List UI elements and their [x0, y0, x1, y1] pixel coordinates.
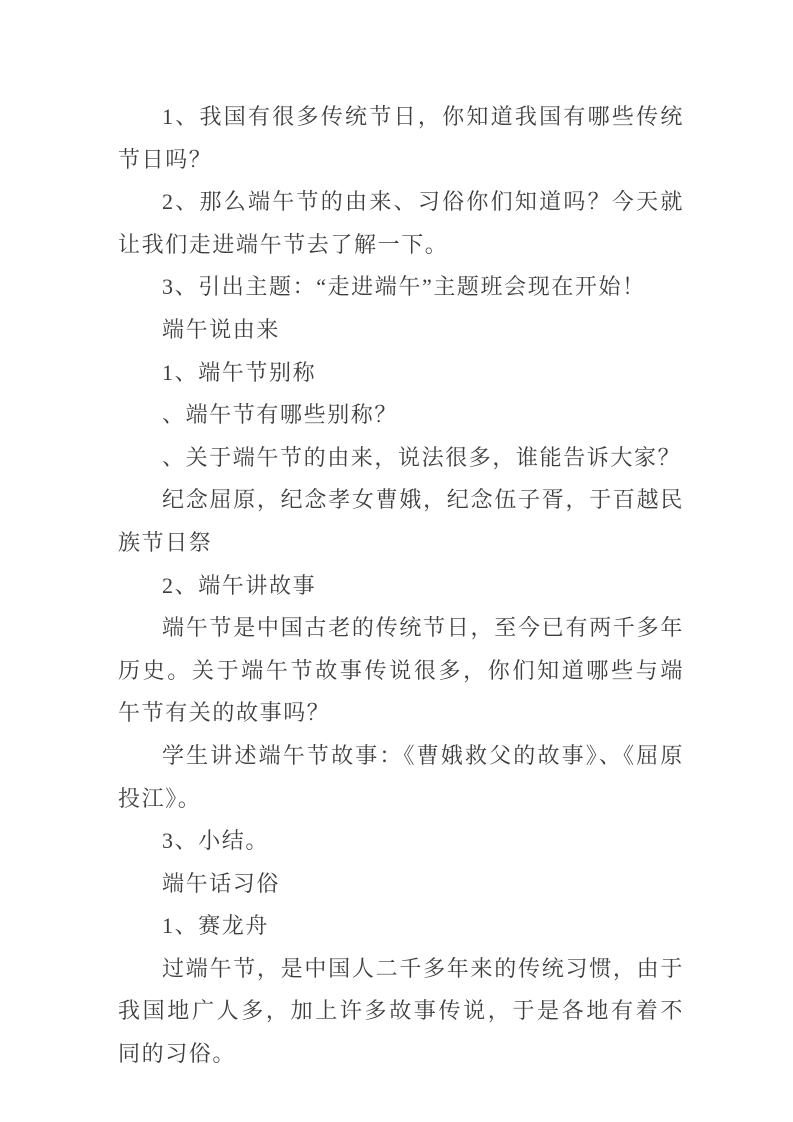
paragraph: 纪念屈原，纪念孝女曹娥，纪念伍子胥，于百越民族节日祭 [118, 487, 684, 555]
paragraph: 端午说由来 [162, 316, 281, 342]
paragraph: 1、我国有很多传统节日，你知道我国有哪些传统节日吗？ [118, 104, 684, 172]
document-body [118, 96, 684, 1076]
paragraph: 端午话习俗 [162, 870, 281, 896]
paragraph: 3、引出主题：“走进端午”主题班会现在开始！ [162, 274, 646, 300]
paragraph: 2、那么端午节的由来、习俗你们知道吗？今天就让我们走进端午节去了解一下。 [118, 189, 684, 257]
paragraph: 2、端午讲故事 [162, 572, 317, 598]
paragraph: 3、小结。 [162, 828, 270, 854]
paragraph: 过端午节，是中国人二千多年来的传统习惯，由于我国地广人多，加上许多故事传说，于是各地有着不同的习俗。 [118, 955, 684, 1067]
paragraph: 、端午节有哪些别称？ [162, 402, 399, 428]
paragraph: 1、端午节别称 [162, 359, 317, 385]
paragraph: 学生讲述端午节故事：《曹娥救父的故事》、《屈原投江》。 [118, 742, 684, 811]
paragraph: 1、赛龙舟 [162, 913, 270, 939]
paragraph: 端午节是中国古老的传统节日，至今已有两千多年历史。关于端午节故事传说很多，你们知道哪些与端午节有关的故事吗？ [118, 615, 684, 726]
paragraph: 、关于端午节的由来，说法很多，谁能告诉大家？ [162, 444, 682, 470]
